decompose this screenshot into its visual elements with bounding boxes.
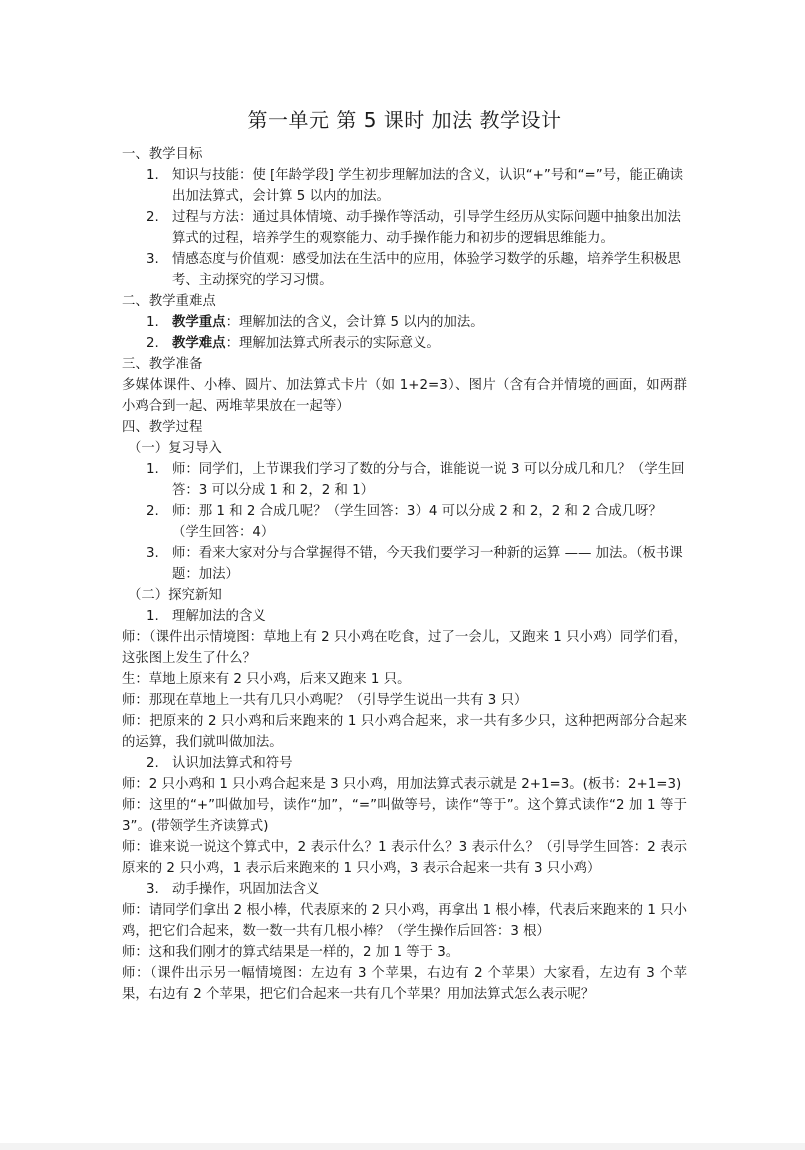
list-text: 师：看来大家对分与合掌握得不错，今天我们要学习一种新的运算 —— 加法。（板书课题：加法） <box>172 546 683 582</box>
review-list <box>122 459 687 585</box>
dialogue-line: 师：把原来的 2 只小鸡和后来跑来的 1 只小鸡合起来，求一共有多少只，这种把两部分合起来的运算，我们就叫做加法。 <box>122 714 687 750</box>
dialogue-line: 师：请同学们拿出 2 根小棒，代表原来的 2 只小鸡，再拿出 1 根小棒，代表后来跑来的 1 只小鸡，把它们合起来，数一数一共有几根小棒？（学生操作后回答：3 根） <box>122 903 687 939</box>
list-text: ：理解加法算式所表示的实际意义。 <box>225 336 440 351</box>
list-label: 教学难点 <box>172 336 226 351</box>
dialogue-line: 师：这里的“+”叫做加号，读作“加”，“=”叫做等号，读作“等于”。这个算式读作“2 加 1 等于 3”。(带领学生齐读算式) <box>122 798 687 834</box>
subsection-heading: （一）复习导入 <box>128 441 222 456</box>
list-number: 1. <box>146 315 159 330</box>
list-text: 知识与技能：使 [年龄学段] 学生初步理解加法的含义，认识“+”号和“=”号，能正确读出加法算式，会计算 5 以内的加法。 <box>172 168 684 204</box>
list-item <box>122 312 687 333</box>
list-number: 3. <box>146 546 159 561</box>
list-number: 2. <box>146 210 159 225</box>
section-process <box>122 417 687 1005</box>
section-key-points <box>122 291 687 354</box>
list-text: 师：那 1 和 2 合成几呢？（学生回答：3）4 可以分成 2 和 2，2 和 2 合成几呀？（学生回答：4） <box>172 504 662 540</box>
list-number: 3. <box>146 252 159 267</box>
topic-title: 动手操作，巩固加法含义 <box>172 882 320 897</box>
list-item <box>122 501 687 543</box>
dialogue-line: 师：2 只小鸡和 1 只小鸡合起来是 3 只小鸡，用加法算式表示就是 2+1=3。(板书：2+1=3) <box>122 777 682 792</box>
list-number: 1. <box>146 609 159 624</box>
list-item <box>122 333 687 354</box>
list-number: 1. <box>146 168 159 183</box>
list-text: 过程与方法：通过具体情境、动手操作等活动，引导学生经历从实际问题中抽象出加法算式的过程，培养学生的观察能力、动手操作能力和初步的逻辑思维能力。 <box>172 210 681 246</box>
dialogue-line: 师：谁来说一说这个算式中，2 表示什么？1 表示什么？3 表示什么？（引导学生回答：2 表示原来的 2 只小鸡，1 表示后来跑来的 1 只小鸡，3 表示合起来一共有 3 只小鸡） <box>122 840 687 876</box>
subsection-heading: （二）探究新知 <box>128 588 222 603</box>
list-number: 2. <box>146 336 159 351</box>
section-heading: 一、教学目标 <box>122 147 203 162</box>
list-number: 1. <box>146 462 159 477</box>
topic-heading <box>122 879 687 900</box>
list-item <box>122 249 687 291</box>
list-text: ：理解加法的含义，会计算 5 以内的加法。 <box>225 315 484 330</box>
document-title: 第一单元 第 5 课时 加法 教学设计 <box>247 108 562 132</box>
list-item <box>122 543 687 585</box>
dialogue-line: 师：这和我们刚才的算式结果是一样的，2 加 1 等于 3。 <box>122 945 460 960</box>
section-heading: 二、教学重难点 <box>122 294 216 309</box>
list-number: 2. <box>146 756 159 771</box>
list-text: 情感态度与价值观：感受加法在生活中的应用，体验学习数学的乐趣，培养学生积极思考、主动探究的学习习惯。 <box>172 252 681 288</box>
section-preparation <box>122 354 687 417</box>
list-number: 2. <box>146 504 159 519</box>
list-item <box>122 459 687 501</box>
dialogue-line: 师：（课件出示另一幅情境图：左边有 3 个苹果，右边有 2 个苹果）大家看，左边有 3 个苹果，右边有 2 个苹果，把它们合起来一共有几个苹果？用加法算式怎么表示呢？ <box>122 966 687 1002</box>
goals-list <box>122 165 687 291</box>
topic-heading <box>122 606 687 627</box>
section-heading: 三、教学准备 <box>122 357 203 372</box>
list-label: 教学重点 <box>172 315 226 330</box>
preparation-text: 多媒体课件、小棒、圆片、加法算式卡片（如 1+2=3）、图片（含有合并情境的画面，如两群小鸡合到一起、两堆苹果放在一起等） <box>122 378 687 414</box>
topic-title: 理解加法的含义 <box>172 609 266 624</box>
dialogue-line: 生：草地上原来有 2 只小鸡，后来又跑来 1 只。 <box>122 672 411 687</box>
list-text: 师：同学们，上节课我们学习了数的分与合，谁能说一说 3 可以分成几和几？（学生回答：3 可以分成 1 和 2，2 和 1） <box>172 462 685 498</box>
dialogue-line: 师：（课件出示情境图：草地上有 2 只小鸡在吃食，过了一会儿，又跑来 1 只小鸡）同学们看，这张图上发生了什么？ <box>122 630 687 666</box>
key-points-list <box>122 312 687 354</box>
list-item <box>122 165 687 207</box>
list-number: 3. <box>146 882 159 897</box>
dialogue-line: 师：那现在草地上一共有几只小鸡呢？（引导学生说出一共有 3 只） <box>122 693 528 708</box>
section-teaching-goals <box>122 144 687 291</box>
topic-title: 认识加法算式和符号 <box>172 756 293 771</box>
list-item <box>122 207 687 249</box>
topic-heading <box>122 753 687 774</box>
section-heading: 四、教学过程 <box>122 420 203 435</box>
